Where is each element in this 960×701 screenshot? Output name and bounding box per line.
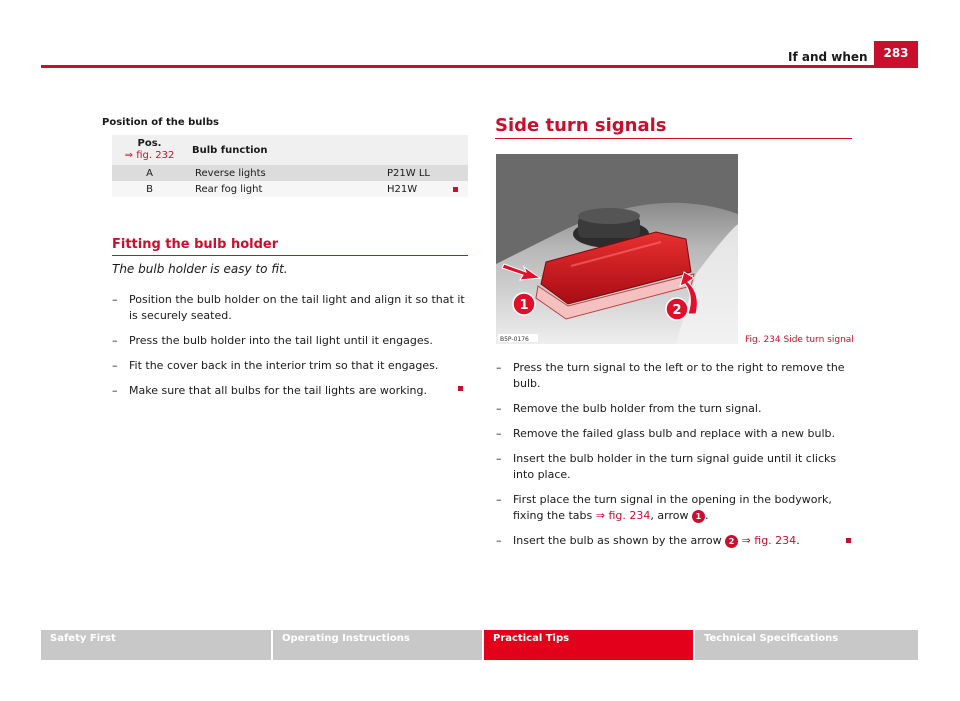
cell-bulb: H21W (387, 183, 418, 195)
turn-signal-steps-list (496, 360, 852, 558)
bulb-table (112, 135, 468, 197)
step-text: Remove the failed glass bulb and replace with a new bulb. (513, 427, 836, 440)
tab-practical-tips[interactable]: Practical Tips (484, 630, 693, 660)
step-text: Remove the bulb holder from the turn signal. (513, 402, 762, 415)
cell-function: Reverse lights (195, 167, 266, 179)
step-text: Make sure that all bulbs for the tail lights are working. (129, 384, 427, 397)
step-text (513, 533, 852, 549)
list-item (496, 533, 852, 549)
step-text-part: First place the turn signal in the opening in the bodywork, fixing the tabs (513, 493, 832, 522)
list-item (112, 358, 468, 374)
section-rule (495, 138, 852, 139)
tab-operating-instructions[interactable]: Operating Instructions (273, 630, 482, 660)
list-item (496, 451, 852, 483)
tab-safety-first[interactable]: Safety First (41, 630, 271, 660)
cell-function: Rear fog light (195, 183, 263, 195)
header-rule (41, 65, 918, 68)
step-text-part: Insert the bulb as shown by the arrow (513, 534, 726, 547)
list-item (496, 492, 852, 524)
header-pos (112, 138, 187, 163)
dash-bullet: – (496, 427, 502, 440)
list-item (112, 292, 468, 324)
step-text: Press the bulb holder into the tail light until it engages. (129, 334, 433, 347)
callout-1-label: 1 (519, 298, 529, 313)
callout-2-ref: 2 (725, 535, 738, 548)
figure-caption: Fig. 234 Side turn signal (745, 335, 854, 345)
step-text: Press the turn signal to the left or to the right to remove the bulb. (513, 361, 845, 390)
table-caption: Position of the bulbs (102, 117, 219, 128)
list-item (112, 333, 468, 349)
footer-chapter-tabs (41, 630, 918, 660)
step-text-part: . (704, 509, 709, 522)
section-end-mark (458, 386, 463, 391)
list-item (496, 360, 852, 392)
step-text-part: , arrow (650, 509, 692, 522)
dash-bullet: – (496, 402, 502, 415)
fig-234-link[interactable]: ⇒ fig. 234 (738, 534, 797, 547)
figure-code: B5P-0176 (500, 336, 529, 343)
step-text (513, 492, 852, 524)
fitting-steps-list (112, 292, 468, 408)
section-rule (112, 255, 468, 256)
dash-bullet: – (496, 361, 502, 374)
turn-signal-illustration (496, 154, 738, 344)
step-text: Fit the cover back in the interior trim so that it engages. (129, 359, 439, 372)
running-header-title: If and when (788, 50, 868, 64)
list-item (496, 401, 852, 417)
list-item (496, 426, 852, 442)
step-text-part: . (796, 534, 800, 547)
section-end-mark (453, 187, 458, 192)
dash-bullet: – (496, 452, 502, 465)
table-header-row (112, 135, 468, 165)
section-heading-side-turn-signals: Side turn signals (495, 115, 667, 136)
cell-bulb: P21W LL (387, 167, 430, 179)
page-number: 283 (874, 41, 918, 65)
section-intro: The bulb holder is easy to fit. (112, 262, 288, 276)
step-text: Insert the bulb holder in the turn signal guide until it clicks into place. (513, 452, 837, 481)
fig-232-link[interactable]: ⇒ fig. 232 (124, 150, 175, 161)
list-item (112, 383, 468, 399)
step-text: Position the bulb holder on the tail light and align it so that it is securely seated. (129, 293, 465, 322)
side-turn-signal-figure (496, 154, 738, 344)
callout-2-label: 2 (672, 303, 682, 318)
cell-pos: A (146, 167, 153, 179)
dash-bullet: – (112, 334, 118, 347)
dash-bullet: – (112, 359, 118, 372)
dash-bullet: – (112, 293, 118, 306)
section-heading-fitting: Fitting the bulb holder (112, 237, 279, 252)
table-row (112, 181, 468, 197)
callout-1-ref: 1 (692, 510, 705, 523)
section-end-mark (846, 538, 851, 543)
cell-pos: B (146, 183, 153, 195)
dash-bullet: – (112, 384, 118, 397)
tab-technical-specifications[interactable]: Technical Specifications (695, 630, 918, 660)
table-row (112, 165, 468, 181)
dash-bullet: – (496, 534, 502, 547)
header-bulb-function: Bulb function (192, 144, 268, 156)
dash-bullet: – (496, 493, 502, 506)
header-pos-label: Pos. (137, 137, 162, 149)
fig-234-link[interactable]: ⇒ fig. 234 (595, 509, 651, 522)
